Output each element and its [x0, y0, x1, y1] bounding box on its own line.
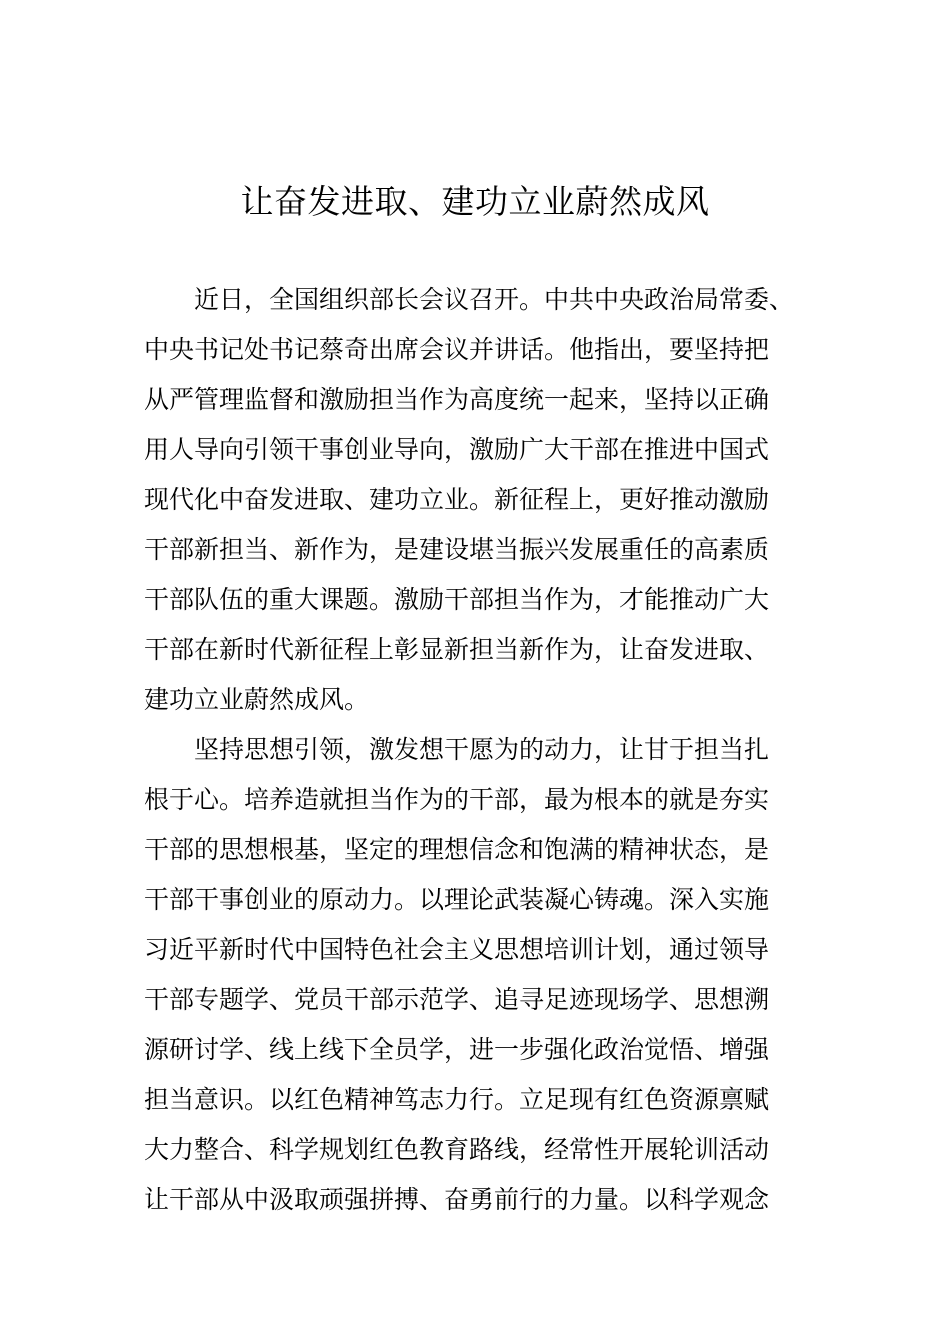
text-line: 让干部从中汲取顽强拼搏、奋勇前行的力量。以科学观念 [144, 1185, 770, 1214]
text-line: 现代化中奋发进取、建功立业。新征程上，更好推动激励 [144, 485, 770, 514]
text-line: 干部的思想根基，坚定的理想信念和饱满的精神状态，是 [144, 835, 770, 864]
text-line: 中央书记处书记蔡奇出席会议并讲话。他指出，要坚持把 [144, 335, 770, 364]
text-line: 大力整合、科学规划红色教育路线，经常性开展轮训活动 [144, 1135, 770, 1164]
text-line: 干部在新时代新征程上彰显新担当新作为，让奋发进取、 [144, 635, 770, 664]
text-line: 习近平新时代中国特色社会主义思想培训计划，通过领导 [144, 935, 770, 964]
text-line: 干部干事创业的原动力。以理论武装凝心铸魂。深入实施 [144, 885, 770, 914]
document-body [144, 275, 814, 1225]
text-line: 担当意识。以红色精神笃志力行。立足现有红色资源禀赋 [144, 1085, 770, 1114]
text-line: 干部新担当、新作为，是建设堪当振兴发展重任的高素质 [144, 535, 770, 564]
text-line: 用人导向引领干事创业导向，激励广大干部在推进中国式 [144, 435, 770, 464]
text-line: 建功立业蔚然成风。 [144, 685, 370, 714]
text-line: 根于心。培养造就担当作为的干部，最为根本的就是夯实 [144, 785, 770, 814]
text-line: 从严管理监督和激励担当作为高度统一起来，坚持以正确 [144, 385, 770, 414]
text-line: 干部专题学、党员干部示范学、追寻足迹现场学、思想溯 [144, 985, 770, 1014]
text-line: 近日，全国组织部长会议召开。中共中央政治局常委、 [194, 285, 795, 314]
paragraph-2 [144, 725, 814, 1225]
document-title: 让奋发进取、建功立业蔚然成风 [240, 182, 710, 221]
paragraph-1 [144, 275, 814, 725]
text-line: 坚持思想引领，激发想干愿为的动力，让甘于担当扎 [194, 735, 770, 764]
text-line: 源研讨学、线上线下全员学，进一步强化政治觉悟、增强 [144, 1035, 770, 1064]
text-line: 干部队伍的重大课题。激励干部担当作为，才能推动广大 [144, 585, 770, 614]
